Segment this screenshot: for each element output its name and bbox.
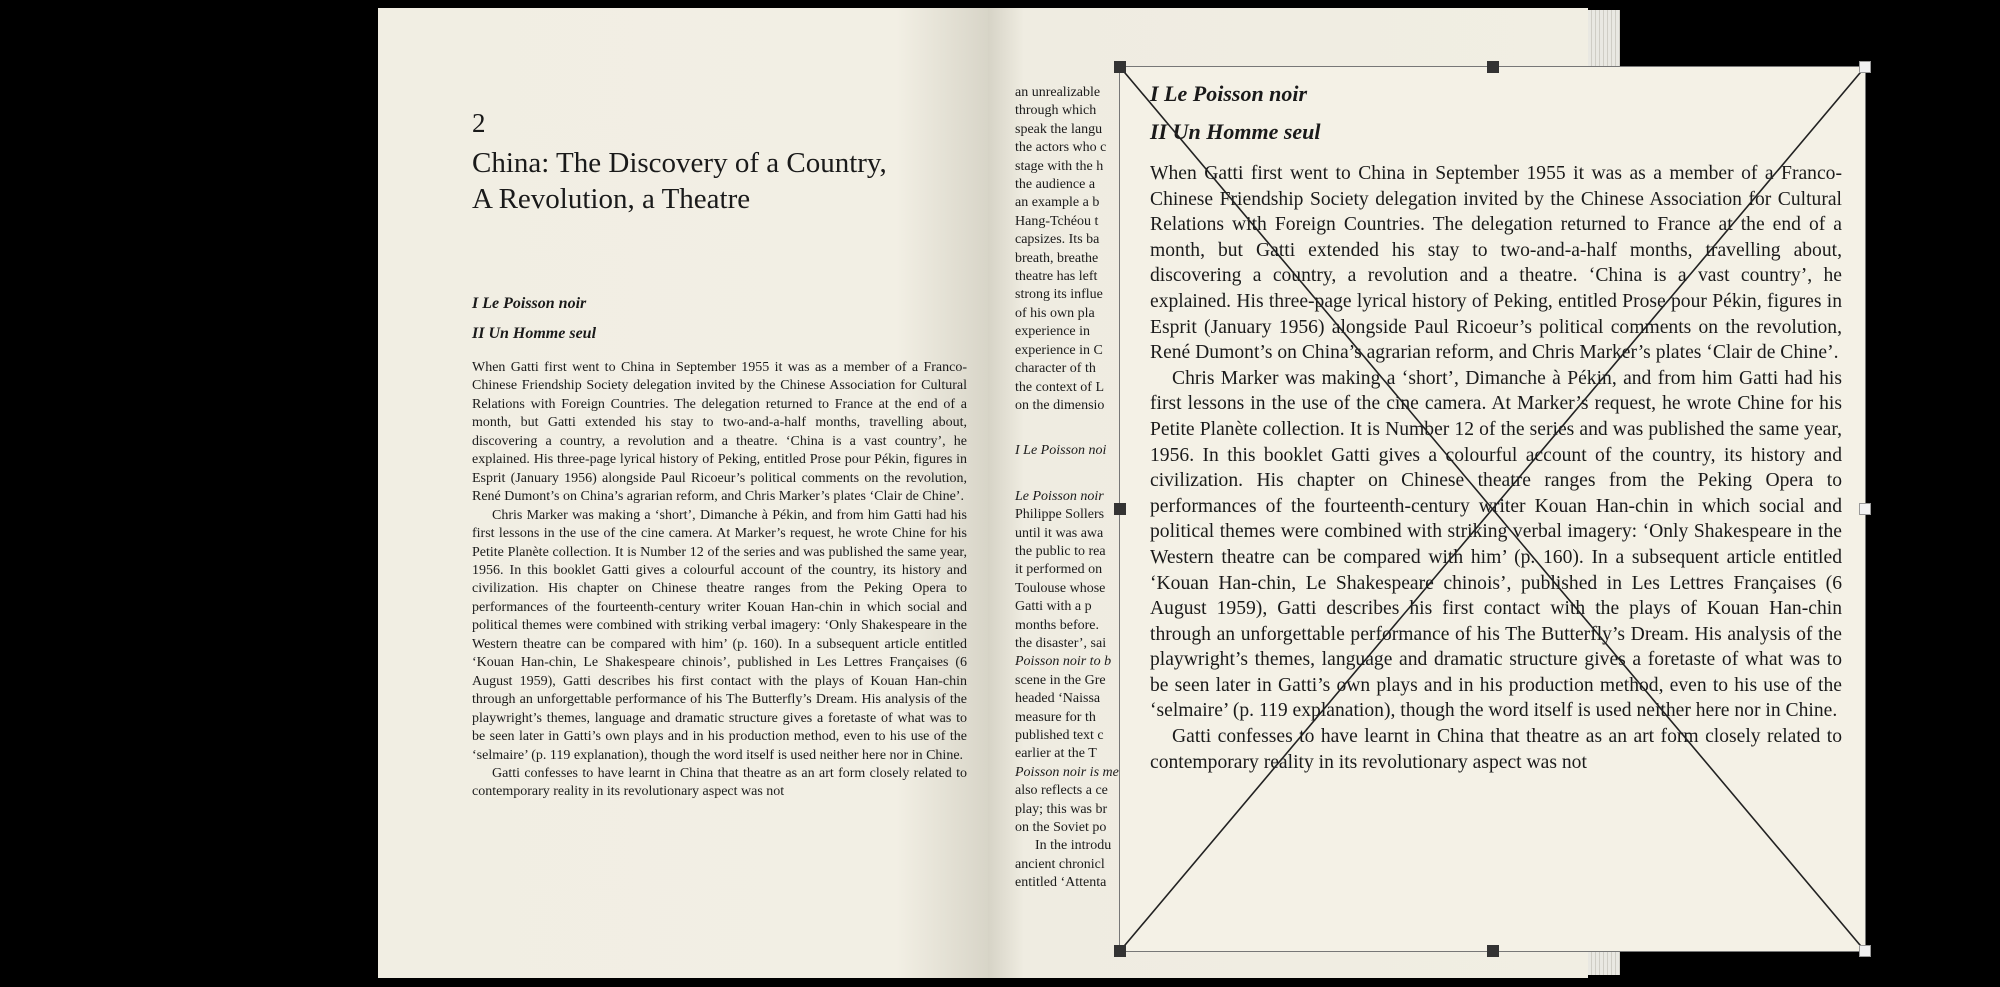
text-line: months before. xyxy=(1015,617,1099,633)
resize-handle-middle-left[interactable] xyxy=(1114,503,1126,515)
text-line: ancient chronicl xyxy=(1015,856,1105,872)
text-line: experience in C xyxy=(1015,342,1103,358)
text-line: entitled ‘Attenta xyxy=(1015,875,1107,891)
text-line: until it was awa xyxy=(1015,525,1104,541)
text-line: Toulouse whose xyxy=(1015,580,1106,596)
text-line: Le Poisson noir xyxy=(1015,488,1104,504)
text-line: the public to rea xyxy=(1015,543,1106,559)
text-line: experience in xyxy=(1015,324,1091,340)
text-line: strong its influe xyxy=(1015,287,1103,303)
zoom-paragraph-3: Gatti confesses to have learnt in China that theatre as an art form closely related to contemporary reality in its revolutionary aspect was not xyxy=(1150,726,1842,773)
text-line: the context of L xyxy=(1015,379,1105,395)
chapter-title-line1: China: The Discovery of a Country, xyxy=(472,147,887,179)
text-line: theatre has left xyxy=(1015,269,1098,285)
chapter-title-line2: A Revolution, a Theatre xyxy=(472,183,751,215)
zoom-section-heading-2: II Un Homme seul xyxy=(1150,119,1321,144)
text-line: Poisson noir to b xyxy=(1015,654,1112,670)
crop-cross-lines xyxy=(1120,67,1865,951)
text-line: through which xyxy=(1015,103,1097,119)
left-page-content xyxy=(472,108,967,802)
text-line: stage with the h xyxy=(1015,158,1104,174)
left-page xyxy=(378,8,988,978)
resize-handle-bottom-center[interactable] xyxy=(1487,945,1499,957)
resize-handle-bottom-left[interactable] xyxy=(1114,945,1126,957)
paragraph-1: When Gatti first went to China in September 1955 it was as a member of a Franco-Chinese Friendship Society delegation invited by the Chinese Association for Cultural Relations with Foreign Countries. The delegation returned to France at the end of a month, but Gatti extended his stay to two-and-a-half months, travelling about, discovering a country, a revolution and a theatre. ‘China is a vast country’, he explained. His three-page lyrical history of Peking, entitled Prose pour Pékin, figures in Esprit (January 1956) alongside Paul Ricoeur’s political comments on the revolution, René Dumont’s on China’s agrarian reform, and Chris Marker’s plates ‘Clair de Chine’. xyxy=(472,360,967,505)
resize-handle-bottom-right[interactable] xyxy=(1859,945,1871,957)
zoom-section-heading-1: I Le Poisson noir xyxy=(1150,81,1308,106)
body-text xyxy=(472,359,967,802)
text-line: measure for th xyxy=(1015,709,1096,725)
resize-handle-top-center[interactable] xyxy=(1487,61,1499,73)
resize-handle-top-left[interactable] xyxy=(1114,61,1126,73)
chapter-title xyxy=(472,145,967,217)
chapter-number: 2 xyxy=(472,108,486,138)
paragraph-3: Gatti confesses to have learnt in China that theatre as an art form closely related to contemporary reality in its revolutionary aspect was not xyxy=(472,765,967,800)
text-line: an example a b xyxy=(1015,195,1100,211)
text-line: the actors who c xyxy=(1015,140,1107,156)
text-line: Philippe Sollers xyxy=(1015,507,1105,523)
text-line: Poisson noir is me xyxy=(1015,764,1119,780)
zoom-paragraph-1: When Gatti first went to China in September 1955 it was as a member of a Franco-Chinese Friendship Society delegation invited by the Chinese Association for Cultural Relations with Foreign Countries. The delegation returned to France at the end of a month, but Gatti extended his stay to two-and-a-half months, travelling about, discovering a country, a revolution and a theatre. ‘China is a vast country’, he explained. His three-page lyrical history of Peking, entitled Prose pour Pékin, figures in Esprit (January 1956) alongside Paul Ricoeur’s political comments on the revolution, René Dumont’s on China’s agrarian reform, and Chris Marker’s plates ‘Clair de Chine’. xyxy=(1150,163,1842,364)
text-line: of his own pla xyxy=(1015,305,1095,321)
text-line: published text c xyxy=(1015,728,1104,743)
right-section-heading: I Le Poisson noi xyxy=(1015,443,1107,459)
text-line: also reflects a ce xyxy=(1015,783,1108,799)
section-heading-2: II Un Homme seul xyxy=(472,325,597,342)
text-line: Hang-Tchéou t xyxy=(1015,213,1099,229)
text-line: earlier at the T xyxy=(1015,746,1097,762)
text-line: In the introdu xyxy=(1035,838,1112,854)
text-line: scene in the Gre xyxy=(1015,672,1106,688)
resize-handle-top-right[interactable] xyxy=(1859,61,1871,73)
text-line: breath, breathe xyxy=(1015,250,1099,266)
text-line: speak the langu xyxy=(1015,121,1103,137)
text-line: character of th xyxy=(1015,361,1096,377)
section-heading-1: I Le Poisson noir xyxy=(472,295,587,312)
text-line: play; this was br xyxy=(1015,801,1108,817)
text-line: the audience a xyxy=(1015,177,1096,193)
text-line: the disaster’, sai xyxy=(1015,635,1107,651)
paragraph-2: Chris Marker was making a ‘short’, Dimanche à Pékin, and from him Gatti had his first lessons in the use of the cine camera. At Marker’s request, he wrote Chine for his Petite Planète collection. It is Number 12 of the series and was published the same year, 1956. In this booklet Gatti gives a colourful account of the country, its history and civilization. His chapter on Chinese theatre ranges from the Peking Opera to performances of the fourteenth-century writer Kouan Han-chin in which social and political themes were combined with striking verbal imagery: ‘Only Shakespeare in the Western theatre can be compared with him’ (p. 160). In a subsequent article entitled ‘Kouan Han-chin, Le Shakespeare chinois’, published in Les Lettres Françaises (6 August 1959), Gatti describes his first contact with the plays of Kouan Han-chin through an unforgettable performance of his The Butterfly’s Dream. His analysis of the playwright’s themes, language and dramatic structure gives a foretaste of what was to be seen later in Gatti’s own plays and in his production method, even to his use of the ‘selmaire’ (p. 119 explanation), though the word itself is used neither here nor in Chine. xyxy=(472,507,967,763)
text-line: Gatti with a p xyxy=(1015,599,1092,615)
zoom-paragraph-2: Chris Marker was making a ‘short’, Dimanche à Pékin, and from him Gatti had his first lessons in the use of the cine camera. At Marker’s request, he wrote Chine for his Petite Planète collection. It is Number 12 of the series and was published the same year, 1956. In this booklet Gatti gives a colourful account of the country, its history and civilization. His chapter on Chinese theatre ranges from the Peking Opera to performances of the fourteenth-century writer Kouan Han-chin in which social and political themes were combined with striking verbal imagery: ‘Only Shakespeare in the Western theatre can be compared with him’ (p. 160). In a subsequent article entitled ‘Kouan Han-chin, Le Shakespeare chinois’, published in Les Lettres Françaises (6 August 1959), Gatti describes his first contact with the plays of Kouan Han-chin through an unforgettable performance of his The Butterfly’s Dream. His analysis of the playwright’s themes, language and dramatic structure gives a foretaste of what was to be seen later in Gatti’s own plays and in his production method, even to his use of the ‘selmaire’ (p. 119 explanation), though the word itself is used neither here nor in Chine. xyxy=(1150,367,1842,722)
resize-handle-middle-right[interactable] xyxy=(1859,503,1871,515)
text-line: on the Soviet po xyxy=(1015,820,1107,836)
text-line: an unrealizable xyxy=(1015,85,1101,100)
text-line: on the dimensio xyxy=(1015,397,1105,413)
text-line: capsizes. Its ba xyxy=(1015,232,1100,248)
text-line: it performed on xyxy=(1015,562,1103,578)
text-line: headed ‘Naissa xyxy=(1015,691,1101,707)
